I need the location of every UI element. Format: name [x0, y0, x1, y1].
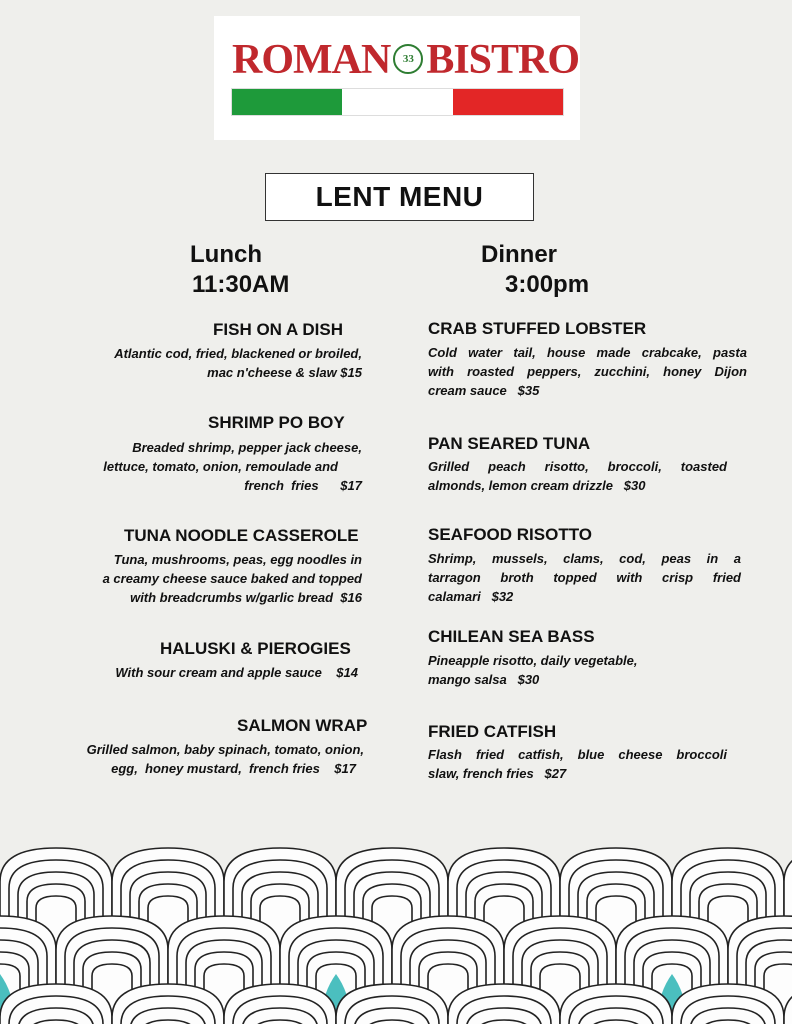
- lunch-time: 11:30AM: [192, 271, 290, 298]
- laurel-emblem-icon: [393, 44, 423, 74]
- dinner-dish-name: CHILEAN SEA BASS: [428, 627, 595, 646]
- brand-name: [232, 37, 580, 83]
- desc-line: lettuce, tomato, onion, remoulade and: [103, 459, 338, 474]
- lunch-dish-name: TUNA NOODLE CASSEROLE: [124, 526, 359, 545]
- desc-line: calamari $32: [428, 589, 514, 604]
- desc-line: mango salsa $30: [428, 672, 540, 687]
- desc-line: french fries $17: [244, 478, 362, 493]
- lunch-dish-name: HALUSKI & PIEROGIES: [160, 639, 351, 658]
- desc-line: slaw, french fries $27: [428, 766, 567, 781]
- scallop-shell: [0, 984, 112, 1024]
- desc-line: Atlantic cod, fried, blackened or broiled,: [114, 346, 362, 361]
- flag-white-stripe: [342, 89, 452, 115]
- desc-line: Cold water tail, house made crabcake, pasta: [428, 345, 747, 360]
- scallop-shell: [224, 984, 336, 1024]
- desc-line: a creamy cheese sauce baked and topped: [102, 571, 362, 586]
- desc-line: Shrimp, mussels, clams, cod, peas in a: [428, 551, 741, 566]
- lunch-dish-name: FISH ON A DISH: [213, 320, 344, 339]
- desc-line: Grilled peach risotto, broccoli, toasted: [428, 459, 727, 474]
- emblem-number: 33: [402, 53, 414, 66]
- scallop-shell: [448, 984, 560, 1024]
- brand-name-right: BISTRO: [426, 37, 580, 83]
- flag-green-stripe: [232, 89, 342, 115]
- italian-flag: [231, 88, 564, 116]
- dinner-dish-name: PAN SEARED TUNA: [428, 434, 591, 453]
- desc-line: with roasted peppers, zucchini, honey Dijon: [428, 364, 747, 379]
- dinner-dish-desc: [428, 549, 741, 606]
- lunch-dish-desc: [60, 663, 362, 682]
- desc-line: Tuna, mushrooms, peas, egg noodles in: [113, 552, 362, 567]
- desc-line: cream sauce $35: [428, 383, 540, 398]
- scallop-shell: [336, 984, 448, 1024]
- desc-line: egg, honey mustard, french fries $17: [111, 761, 356, 776]
- lunch-dish-name: SALMON WRAP: [237, 716, 368, 735]
- lunch-heading: Lunch: [190, 241, 262, 268]
- desc-line: Grilled salmon, baby spinach, tomato, onion,: [86, 742, 364, 757]
- lunch-dish-name: SHRIMP PO BOY: [208, 413, 345, 432]
- desc-line: With sour cream and apple sauce $14: [115, 665, 358, 680]
- lunch-dish-desc: [60, 344, 362, 382]
- scallop-shell: [112, 984, 224, 1024]
- menu-title: LENT MENU: [265, 173, 534, 221]
- scallop-shell: [560, 984, 672, 1024]
- lunch-dish-desc: [60, 550, 362, 607]
- brand-name-left: ROMAN: [232, 37, 391, 83]
- dinner-dish-name: CRAB STUFFED LOBSTER: [428, 319, 647, 338]
- logo: [214, 16, 580, 140]
- dinner-dish-desc: [428, 651, 741, 689]
- dinner-dish-name: SEAFOOD RISOTTO: [428, 525, 593, 544]
- scallop-shell: [672, 984, 784, 1024]
- dinner-heading: Dinner: [481, 241, 558, 268]
- desc-line: almonds, lemon cream drizzle $30: [428, 478, 646, 493]
- dinner-time: 3:00pm: [505, 271, 590, 298]
- dinner-dish-desc: [428, 457, 727, 495]
- dinner-dish-name: FRIED CATFISH: [428, 722, 557, 741]
- desc-line: tarragon broth topped with crisp fried: [428, 570, 741, 585]
- lunch-dish-desc: [50, 740, 364, 778]
- dinner-dish-desc: [428, 745, 727, 783]
- lunch-dish-desc: [60, 438, 362, 495]
- desc-line: Breaded shrimp, pepper jack cheese,: [132, 440, 362, 455]
- desc-line: Pineapple risotto, daily vegetable,: [428, 653, 638, 668]
- dinner-dish-desc: [428, 343, 747, 400]
- desc-line: with breadcrumbs w/garlic bread $16: [130, 590, 362, 605]
- desc-line: Flash fried catfish, blue cheese broccoli: [428, 747, 727, 762]
- desc-line: mac n'cheese & slaw $15: [207, 365, 362, 380]
- scallop-pattern: [0, 840, 792, 1024]
- flag-red-stripe: [453, 89, 563, 115]
